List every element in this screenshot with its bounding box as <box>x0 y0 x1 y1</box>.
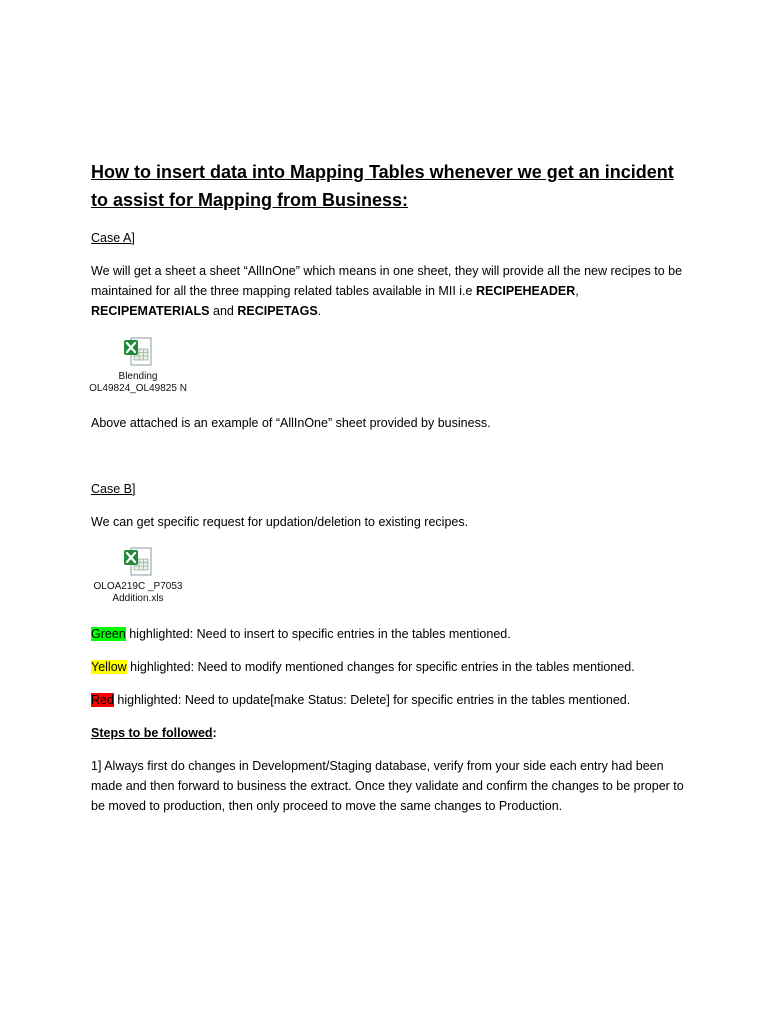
case-a-paragraph <box>91 261 691 321</box>
red-highlight-word: Red <box>91 693 114 707</box>
attachment-addition[interactable] <box>83 545 193 605</box>
highlight-green-line <box>91 624 691 644</box>
steps-colon: : <box>212 726 217 740</box>
case-b-bracket: ] <box>132 482 136 496</box>
excel-file-icon <box>121 335 155 369</box>
highlight-red-line <box>91 690 691 710</box>
case-b-heading-line <box>91 479 691 499</box>
steps-heading: Steps to be followed <box>91 726 213 740</box>
conjunction-text: and <box>209 304 238 318</box>
case-b-heading: Case B <box>91 482 132 496</box>
steps-heading-line <box>91 723 691 743</box>
case-a-text: We will get a sheet a sheet “AllInOne” which means in one sheet, they will provide all the new recipes to be maintained for all the three mapping related tables available in MII i.e <box>91 264 683 298</box>
attachment-name-line1: Blending <box>118 371 158 382</box>
document-title: How to insert data into Mapping Tables whenever we get an incident to assist for Mapping from Business: <box>91 162 674 210</box>
case-a-heading: Case A <box>91 231 132 245</box>
case-b-paragraph: We can get specific request for updation/deletion to existing recipes. <box>91 515 469 529</box>
step-1-paragraph: 1] Always first do changes in Development/Staging database, verify from your side each entry had been made and then forward to business the extract. Once they validate and confirm the changes to be proper to be moved to production, then only proceed to move the same changes to Production. <box>91 759 684 813</box>
case-a-heading-line <box>91 228 691 248</box>
case-a-bracket: ] <box>131 231 135 245</box>
excel-file-icon <box>121 545 155 579</box>
recipeheader-term: RECIPEHEADER <box>475 284 576 298</box>
red-highlight-text: highlighted: Need to update[make Status: Delete] for specific entries in the tables mentioned. <box>113 693 631 707</box>
attachment-name-line2: Addition.xls <box>112 593 164 604</box>
recipetags-term: RECIPETAGS <box>237 304 318 318</box>
separator-text: , <box>575 284 579 298</box>
attachment-name-line1: OLOA219C _P7053 <box>93 581 183 592</box>
green-highlight-word: Green <box>91 627 126 641</box>
highlight-yellow-line <box>91 657 691 677</box>
case-a-note: Above attached is an example of “AllInOne” sheet provided by business. <box>91 416 491 430</box>
attachment-blending[interactable] <box>83 335 193 395</box>
yellow-highlight-text: highlighted: Need to modify mentioned changes for specific entries in the tables mentioned. <box>126 660 635 674</box>
attachment-name-line2: OL49824_OL49825 N <box>89 383 187 394</box>
yellow-highlight-word: Yellow <box>91 660 127 674</box>
green-highlight-text: highlighted: Need to insert to specific entries in the tables mentioned. <box>125 627 511 641</box>
recipematerials-term: RECIPEMATERIALS <box>91 304 210 318</box>
period-text: . <box>317 304 322 318</box>
